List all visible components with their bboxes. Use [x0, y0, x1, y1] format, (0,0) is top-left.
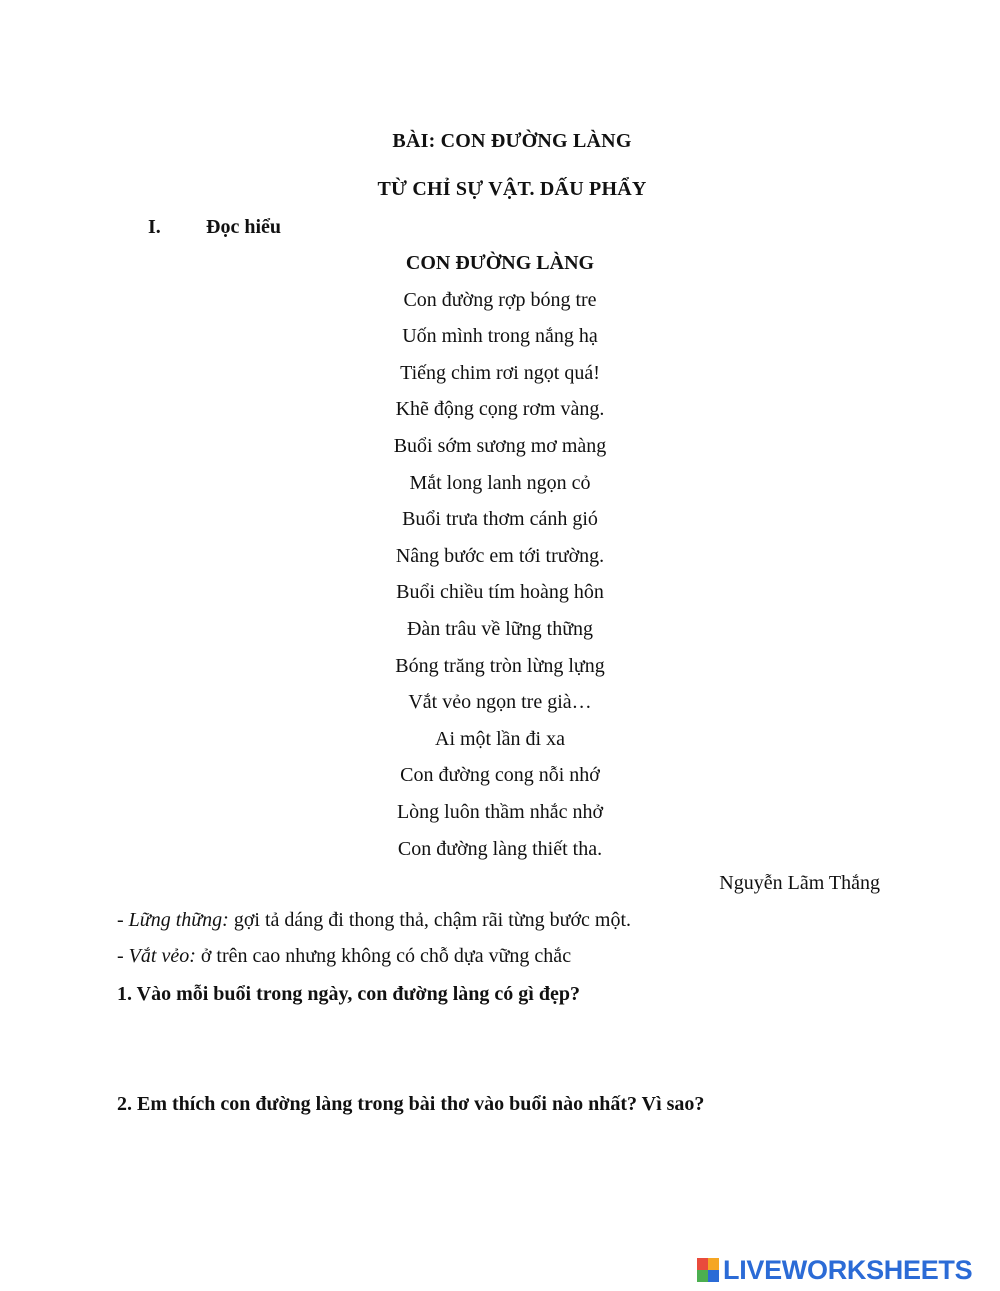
- glossary-term: Vắt vẻo:: [128, 945, 196, 967]
- poem-title: CON ĐƯỜNG LÀNG: [405, 252, 595, 274]
- liveworksheets-logo: [697, 1255, 972, 1285]
- poem-line: Con đường làng thiết tha.: [397, 837, 603, 860]
- poem-line: Lòng luôn thầm nhắc nhở: [396, 800, 604, 823]
- poem-line: Đàn trâu về lững thững: [406, 617, 594, 640]
- poem: [0, 251, 1000, 873]
- poem-line: Buổi trưa thơm cánh gió: [402, 508, 598, 531]
- section-label: Đọc hiểu: [206, 216, 281, 238]
- poem-line: Con đường cong nỗi nhớ: [400, 764, 600, 787]
- poem-line: Uốn mình trong nắng hạ: [402, 325, 598, 348]
- glossary-item: - Lững thững: gợi tả dáng đi thong thả, chậm rãi từng bước một.: [117, 909, 632, 931]
- question-1: 1. Vào mỗi buổi trong ngày, con đường làng có gì đẹp?: [117, 983, 580, 1005]
- liveworksheets-logo-icon: [697, 1258, 719, 1282]
- poem-line: Con đường rợp bóng tre: [403, 288, 597, 311]
- poem-line: Nâng bước em tới trường.: [395, 544, 605, 567]
- question-2: 2. Em thích con đường làng trong bài thơ vào buổi nào nhất? Vì sao?: [117, 1093, 705, 1115]
- section-heading: [148, 216, 281, 239]
- poem-line: Vắt vẻo ngọn tre già…: [408, 691, 592, 714]
- poem-line: Ai một lần đi xa: [435, 727, 565, 750]
- poem-line: Khẽ động cọng rơm vàng.: [395, 398, 605, 421]
- poem-line: Tiếng chim rơi ngọt quá!: [400, 361, 600, 384]
- glossary-term: Lững thững:: [128, 909, 229, 931]
- page-subtitle: TỪ CHỈ SỰ VẬT. DẤU PHẨY: [377, 178, 647, 200]
- poem-author: Nguyễn Lãm Thắng: [719, 872, 880, 894]
- poem-line: Mắt long lanh ngọn cỏ: [409, 471, 591, 494]
- poem-line: Buổi sớm sương mơ màng: [393, 434, 607, 457]
- section-number: I.: [148, 216, 161, 238]
- page-title: BÀI: CON ĐƯỜNG LÀNG: [392, 130, 632, 152]
- glossary-definition: gợi tả dáng đi thong thả, chậm rãi từng bước một.: [228, 909, 632, 931]
- glossary-item: - Vắt vẻo: ở trên cao nhưng không có chỗ dựa vững chắc: [117, 945, 572, 967]
- poem-line: Buổi chiều tím hoàng hôn: [396, 581, 604, 604]
- glossary-definition: ở trên cao nhưng không có chỗ dựa vững chắc: [195, 945, 572, 967]
- poem-line: Bóng trăng tròn lừng lựng: [395, 654, 605, 677]
- liveworksheets-logo-text: LIVEWORKSHEETS: [723, 1254, 973, 1285]
